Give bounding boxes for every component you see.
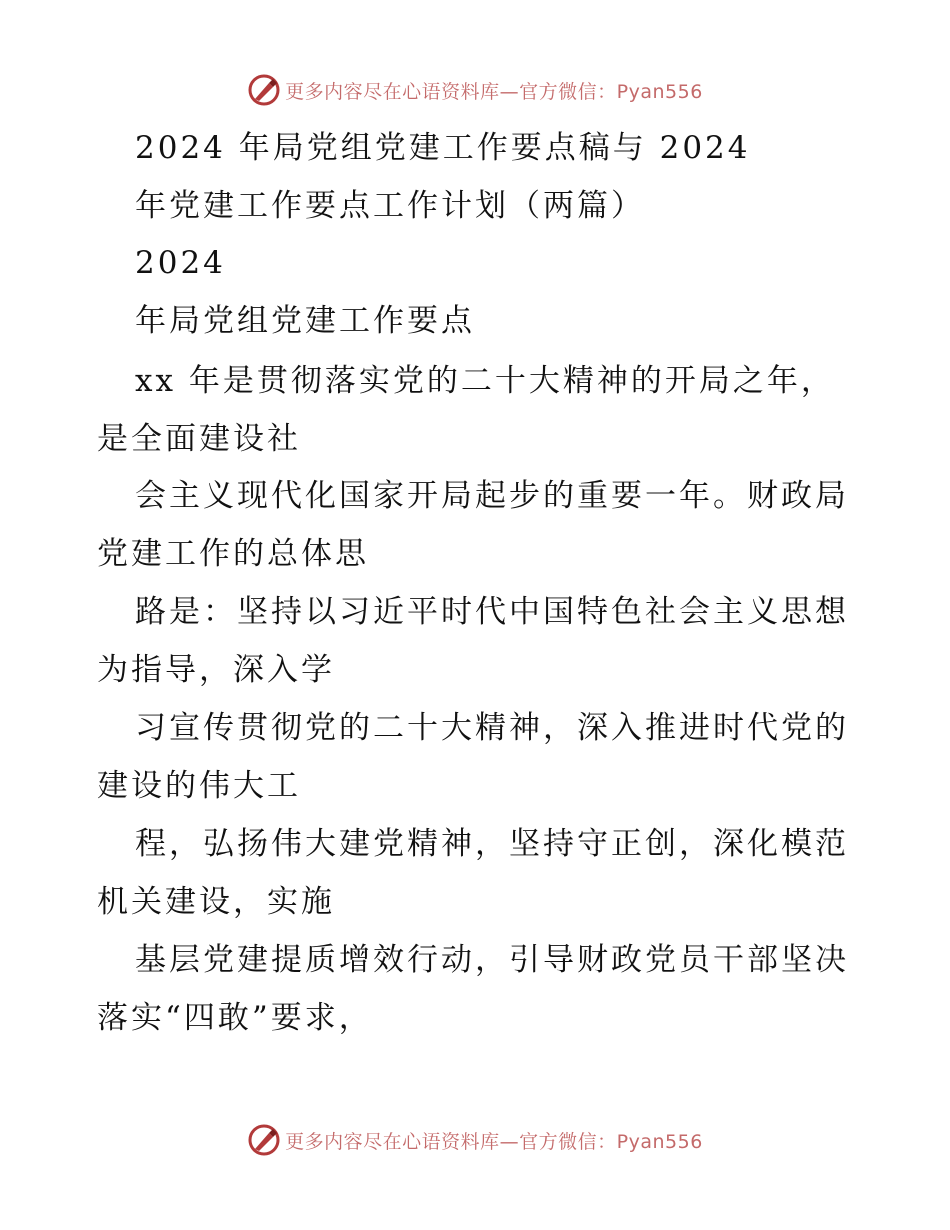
watermark-text: 更多内容尽在心语资料库—官方微信：Pyan556: [285, 80, 703, 103]
paragraph-line: xx 年是贯彻落实党的二十大精神的开局之年，: [135, 363, 835, 399]
paragraph-line: 是全面建设社: [97, 421, 301, 457]
paragraph-line: 落实“四敢”要求，: [97, 1000, 373, 1036]
paragraph-line: 程，弘扬伟大建党精神，坚持守正创，深化模范: [135, 826, 849, 862]
paragraph-line: 路是：坚持以习近平时代中国特色社会主义思想: [135, 594, 849, 630]
paragraph-line: 为指导，深入学: [97, 652, 335, 688]
paragraph-line: 建设的伟大工: [97, 768, 301, 804]
paragraph-line: 机关建设，实施: [97, 884, 335, 920]
title-line-1: 2024 年局党组党建工作要点稿与 2024: [135, 130, 751, 166]
watermark-text: 更多内容尽在心语资料库—官方微信：Pyan556: [285, 1130, 703, 1153]
title-line-2: 年党建工作要点工作计划（两篇）: [135, 188, 645, 224]
paragraph-line: 基层党建提质增效行动，引导财政党员干部坚决: [135, 942, 849, 978]
paragraph-line: 党建工作的总体思: [97, 536, 369, 572]
section-year: 2024: [135, 245, 226, 281]
paragraph-line: 习宣传贯彻党的二十大精神，深入推进时代党的: [135, 710, 849, 746]
header-watermark: [0, 70, 950, 110]
pen-logo-icon: [247, 73, 281, 107]
section-heading: 年局党组党建工作要点: [135, 303, 475, 339]
paragraph-line: 会主义现代化国家开局起步的重要一年。财政局: [135, 478, 849, 514]
footer-watermark: [0, 1120, 950, 1160]
pen-logo-icon: [247, 1123, 281, 1157]
